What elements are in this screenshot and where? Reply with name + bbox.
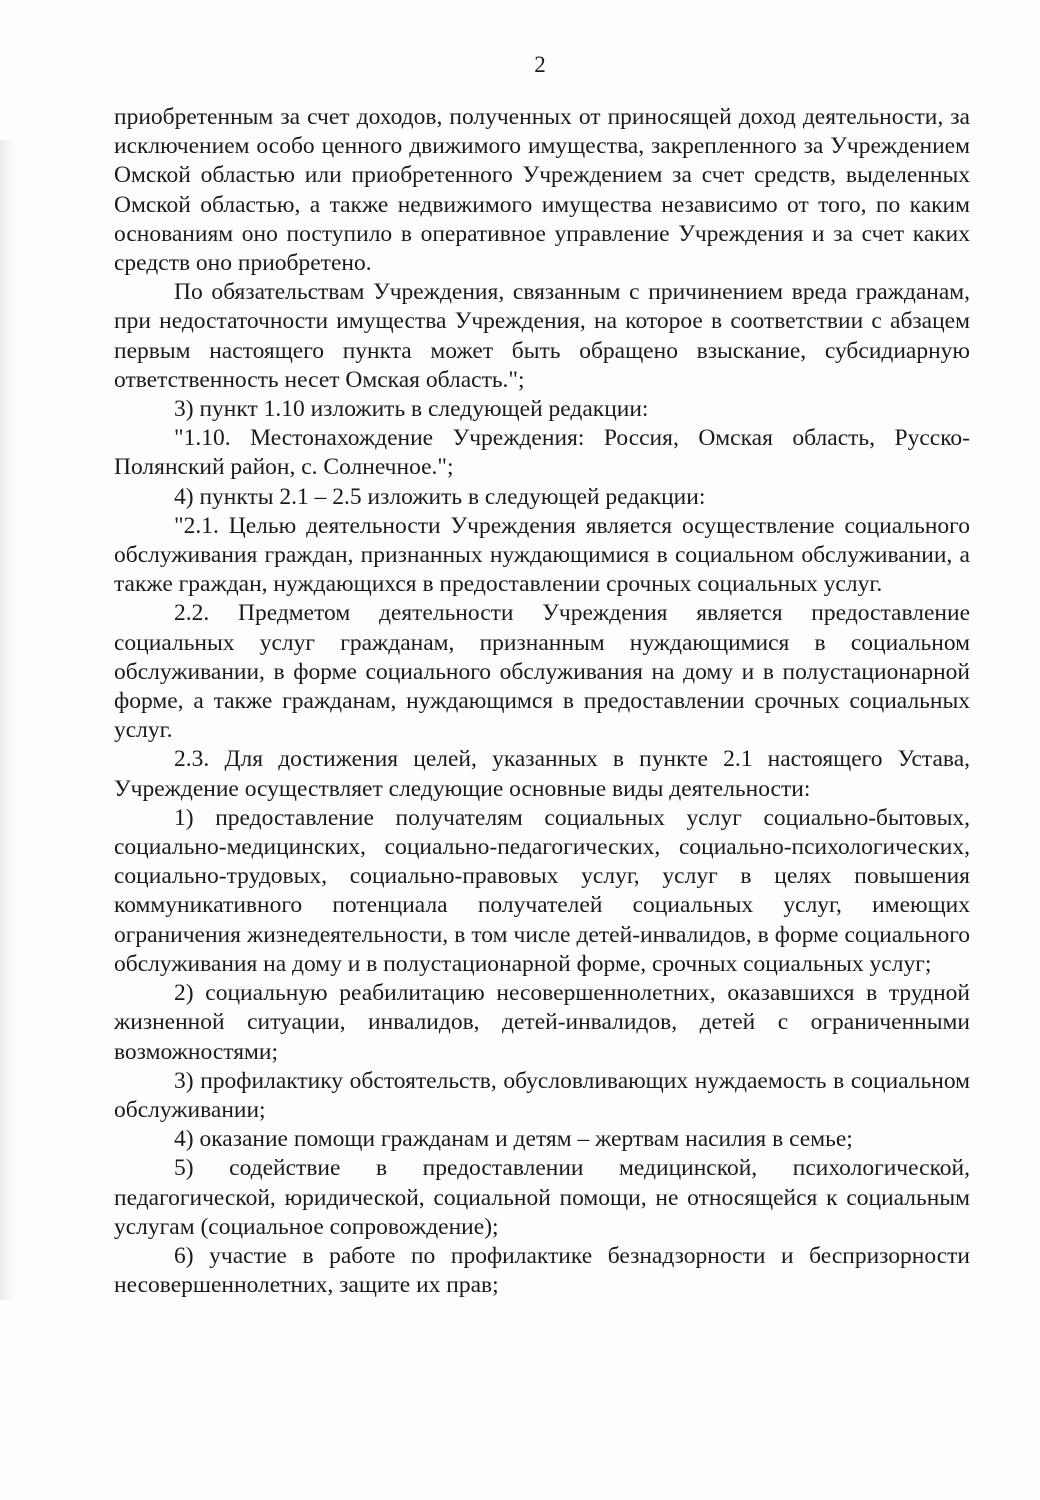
paragraph-property-acquired: приобретенным за счет доходов, полученных от приносящей доход деятельности, за исключением особо ценного движимого имущества, закрепленного за Учреждением Омской областью или приобретенного Учреждением за счет средств, выделенных Омской областью, а также недвижимого имущества независимо от того, по каким основаниям оно поступило в оперативное управление Учреждения и за счет каких средств оно приобретено. (114, 104, 970, 277)
paragraph-item-3: 3) пункт 1.10 изложить в следующей редакции: (174, 396, 649, 423)
paragraph-2-3-activities: 2.3. Для достижения целей, указанных в пункте 2.1 настоящего Устава, Учреждение осуществляет следующие основные виды деятельности: (114, 746, 970, 802)
list-item-activity-1: 1) предоставление получателям социальных услуг социально-бытовых, социально-медицинских, социально-педагогических, социально-психологических, социально-трудовых, социально-правовых услуг, услуг в целях повышения коммуникативного потенциала получателей социальных услуг, имеющих ограничения жизнедеятельности, в том числе детей-инвалидов, в форме социального обслуживания на дому и в полустационарной форме, срочных социальных услуг; (114, 804, 970, 977)
scan-edge-shadow (0, 140, 14, 1300)
paragraph-location: "1.10. Местонахождение Учреждения: Россия, Омская область, Русско-Полянский район, с. Солнечное."; (114, 425, 970, 481)
list-item-activity-5: 5) содействие в предоставлении медицинской, психологической, педагогической, юридической, социальной помощи, не относящейся к социальным услугам (социальное сопровождение); (114, 1155, 970, 1240)
list-item-activity-6: 6) участие в работе по профилактике безнадзорности и беспризорности несовершеннолетних, защите их прав; (114, 1242, 970, 1299)
list-item-activity-3: 3) профилактику обстоятельств, обусловливающих нуждаемость в социальном обслуживании; (114, 1067, 970, 1123)
paragraph-item-4: 4) пункты 2.1 – 2.5 изложить в следующей редакции: (174, 483, 706, 510)
list-item-activity-2: 2) социальную реабилитацию несовершеннолетних, оказавшихся в трудной жизненной ситуации, инвалидов, детей-инвалидов, детей с ограниченными возможностями; (114, 980, 970, 1065)
paragraph-2-2-subject: 2.2. Предметом деятельности Учреждения является предоставление социальных услуг гражданам, признанным нуждающимися в социальном обслуживании, в форме социального обслуживания на дому и в полустационарной форме, а также гражданам, нуждающимся в предоставлении срочных социальных услуг. (114, 600, 970, 744)
paragraph-subsidiary-liability: По обязательствам Учреждения, связанным с причинением вреда гражданам, при недостаточности имущества Учреждения, на которое в соответствии с абзацем первым настоящего пункта может быть обращено взыскание, субсидиарную ответственность несет Омская область."; (114, 279, 970, 393)
list-item-activity-4: 4) оказание помощи гражданам и детям – жертвам насилия в семье; (174, 1126, 853, 1153)
page-number: 2 (534, 52, 546, 77)
document-body (114, 103, 970, 1300)
paragraph-2-1-goal: "2.1. Целью деятельности Учреждения является осуществление социального обслуживания граждан, признанных нуждающимися в социальном обслуживании, а также граждан, нуждающихся в предоставлении срочных социальных услуг. (114, 512, 970, 598)
